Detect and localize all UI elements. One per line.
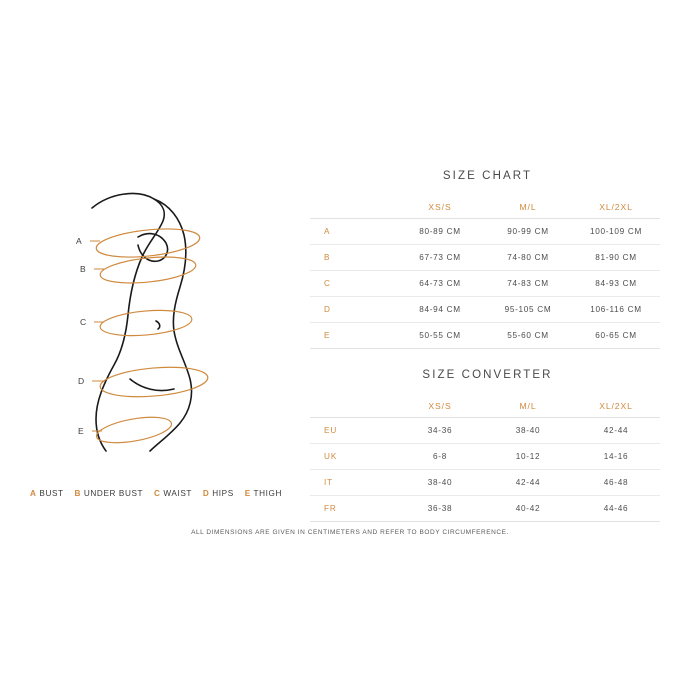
size-converter-title: SIZE CONVERTER — [422, 369, 553, 381]
size-chart-cell-b-xss: 67-73 CM — [396, 245, 484, 271]
size-converter-col-1: XS/S — [396, 395, 484, 418]
size-chart-title: SIZE CHART — [442, 170, 533, 182]
size-chart-cell-d-xl2xl: 106-116 CM — [572, 297, 660, 323]
size-converter-cell-uk-xss: 6-8 — [396, 444, 484, 470]
size-chart-col-3: XL/2XL — [572, 196, 660, 219]
size-converter-col-3: XL/2XL — [572, 395, 660, 418]
table-row — [310, 444, 660, 470]
tables-container — [310, 170, 665, 522]
size-converter-col-2: M/L — [484, 395, 572, 418]
table-row — [310, 245, 660, 271]
figure-label-e: E — [78, 426, 85, 436]
size-chart-cell-a-xss: 80-89 CM — [396, 219, 484, 245]
figure-label-c: C — [80, 317, 87, 327]
size-chart-col-0 — [310, 196, 396, 219]
size-chart-table — [310, 196, 660, 349]
legend-key-e: E — [244, 489, 251, 498]
size-converter-header-row — [310, 395, 660, 418]
size-converter-table — [310, 395, 660, 522]
size-converter-cell-fr-xl2xl: 44-46 — [572, 496, 660, 522]
legend-label-bust: BUST — [39, 489, 64, 498]
figure-label-a: A — [76, 236, 83, 246]
size-chart-cell-e-ml: 55-60 CM — [484, 323, 572, 349]
table-row — [310, 219, 660, 245]
size-chart-cell-e-xl2xl: 60-65 CM — [572, 323, 660, 349]
table-row — [310, 470, 660, 496]
size-converter-row-key-uk: UK — [310, 444, 396, 470]
size-converter-cell-it-xss: 38-40 — [396, 470, 484, 496]
figure-label-b: B — [80, 264, 87, 274]
size-chart-col-1: XS/S — [396, 196, 484, 219]
legend-label-hips: HIPS — [212, 489, 234, 498]
size-chart-row-key-e: E — [310, 323, 396, 349]
size-converter-cell-eu-xl2xl: 42-44 — [572, 418, 660, 444]
size-chart-cell-d-ml: 95-105 CM — [484, 297, 572, 323]
size-chart-header-row — [310, 196, 660, 219]
size-chart-row-key-a: A — [310, 219, 396, 245]
table-row — [310, 323, 660, 349]
size-chart-row-key-d: D — [310, 297, 396, 323]
body-figure-svg — [30, 175, 300, 475]
legend-key-a: A — [30, 489, 37, 498]
legend-key-c: C — [154, 489, 161, 498]
size-converter-cell-uk-ml: 10-12 — [484, 444, 572, 470]
size-chart-cell-d-xss: 84-94 CM — [396, 297, 484, 323]
size-converter-cell-it-xl2xl: 46-48 — [572, 470, 660, 496]
size-converter-cell-eu-ml: 38-40 — [484, 418, 572, 444]
table-row — [310, 418, 660, 444]
size-converter-cell-fr-ml: 40-42 — [484, 496, 572, 522]
size-converter-col-0 — [310, 395, 396, 418]
table-row — [310, 496, 660, 522]
size-chart-cell-b-ml: 74-80 CM — [484, 245, 572, 271]
measurement-legend — [30, 489, 310, 498]
figure-label-d: D — [78, 376, 85, 386]
size-chart-cell-b-xl2xl: 81-90 CM — [572, 245, 660, 271]
size-chart-cell-c-xl2xl: 84-93 CM — [572, 271, 660, 297]
size-chart-cell-e-xss: 50-55 CM — [396, 323, 484, 349]
size-converter-row-key-it: IT — [310, 470, 396, 496]
footnote: ALL DIMENSIONS ARE GIVEN IN CENTIMETERS AND REFER TO BODY CIRCUMFERENCE. — [191, 529, 509, 536]
size-converter-cell-uk-xl2xl: 14-16 — [572, 444, 660, 470]
legend-label-waist: WAIST — [163, 489, 193, 498]
table-row — [310, 297, 660, 323]
size-converter-cell-fr-xss: 36-38 — [396, 496, 484, 522]
size-converter-cell-eu-xss: 34-36 — [396, 418, 484, 444]
size-converter-row-key-eu: EU — [310, 418, 396, 444]
body-figure — [30, 175, 300, 475]
table-row — [310, 271, 660, 297]
legend-label-thigh: THIGH — [253, 489, 282, 498]
legend-label-under-bust: UNDER BUST — [83, 489, 144, 498]
size-chart-row-key-b: B — [310, 245, 396, 271]
size-chart-col-2: M/L — [484, 196, 572, 219]
size-chart-cell-a-xl2xl: 100-109 CM — [572, 219, 660, 245]
size-converter-row-key-fr: FR — [310, 496, 396, 522]
size-converter-cell-it-ml: 42-44 — [484, 470, 572, 496]
legend-key-b: B — [74, 489, 82, 498]
legend-key-d: D — [202, 489, 210, 498]
size-chart-cell-a-ml: 90-99 CM — [484, 219, 572, 245]
size-chart-cell-c-xss: 64-73 CM — [396, 271, 484, 297]
size-chart-row-key-c: C — [310, 271, 396, 297]
size-chart-cell-c-ml: 74-83 CM — [484, 271, 572, 297]
